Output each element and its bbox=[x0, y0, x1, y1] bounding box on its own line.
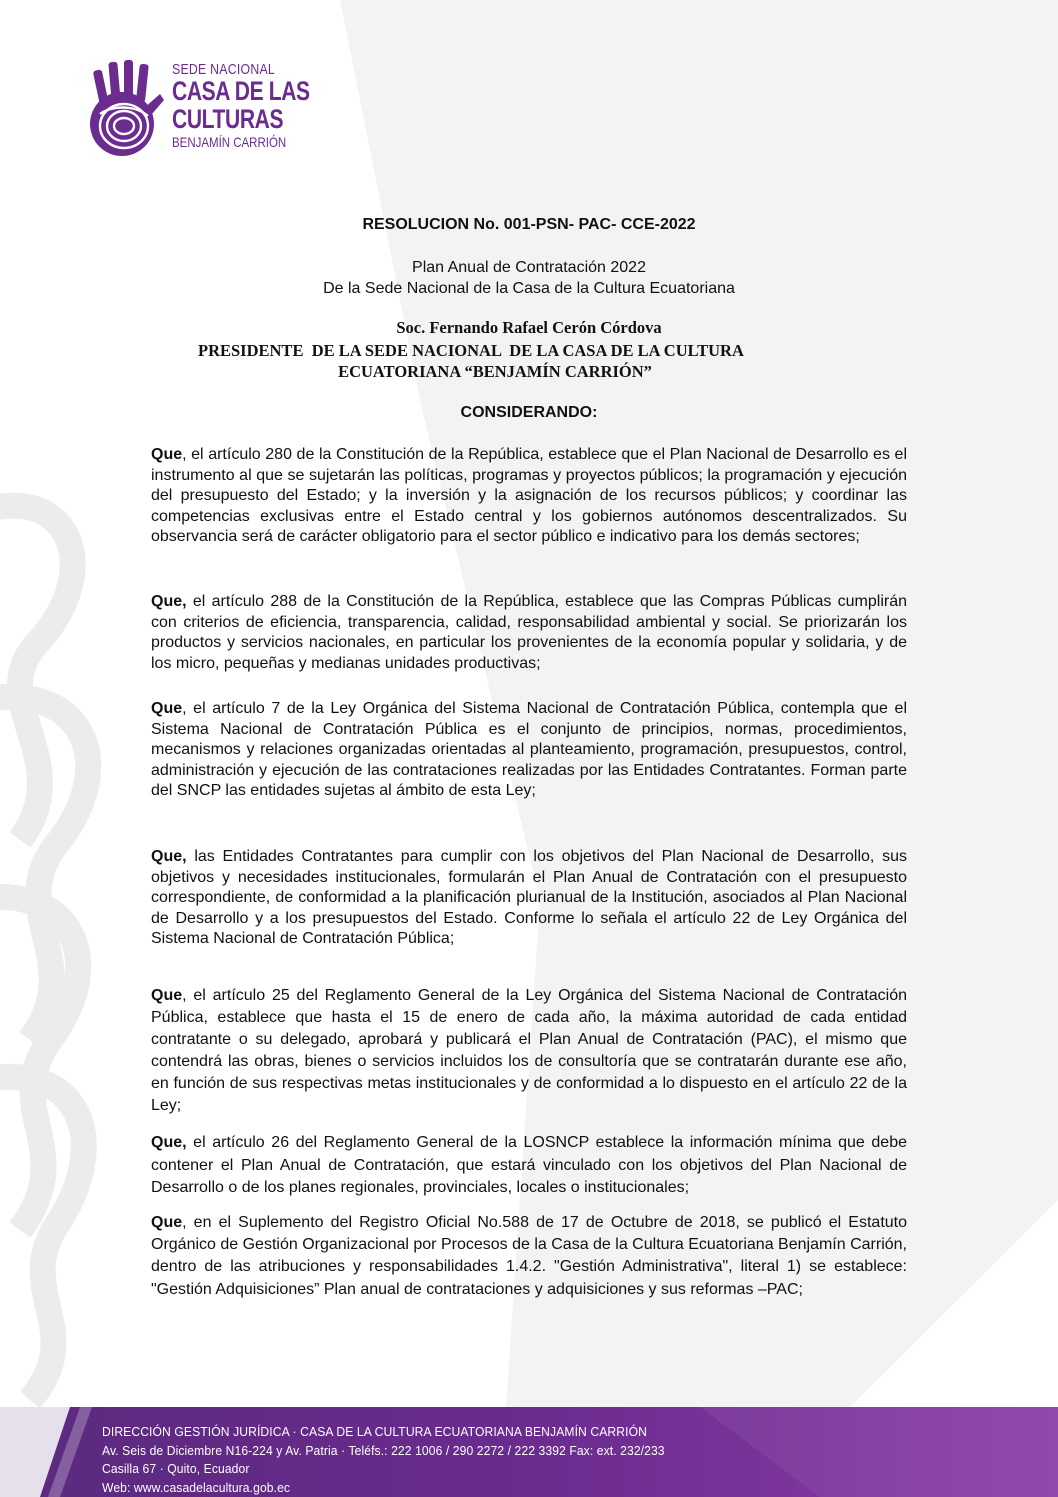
paragraph-text: el artículo 26 del Reglamento General de la LOSNCP establece la información mínima que debe contener el Plan Anual de Contratación, que estará vinculado con los objetivos del Plan Nacional de Desarrollo o de los planes regionales, provinciales, locales o institucionales; bbox=[151, 1134, 907, 1196]
signer-name: Soc. Fernando Rafael Cerón Córdova bbox=[396, 318, 662, 337]
paragraph-lead: Que bbox=[151, 700, 183, 717]
footer-line-2: Av. Seis de Diciembre N16-224 y Av. Patria · Teléfs.: 222 1006 / 290 2272 / 222 3392 Fax: ext. 232/233 bbox=[102, 1442, 665, 1458]
paragraph-lead: Que, bbox=[151, 593, 187, 610]
paragraph-4 bbox=[151, 847, 907, 950]
paragraph-5 bbox=[151, 985, 907, 1117]
paragraph-6 bbox=[151, 1132, 907, 1200]
paragraph-lead: Que bbox=[151, 1214, 183, 1231]
paragraph-lead: Que bbox=[151, 446, 183, 463]
paragraph-text: , el artículo 25 del Reglamento General de la Ley Orgánica del Sistema Nacional de Contratación Pública, establece que hasta el 15 de enero de cada año, la máxima autoridad de cada entidad contratante o su delegado, aprobará y publicará el Plan Anual de Contratación (PAC), el mismo que contendrá las obras, bienes o servicios incluidos los de consultoría que se contratarán durante ese año, en función de sus respectivas metas institucionales y de conformidad a lo dispuesto en el artículo 22 de la Ley; bbox=[151, 987, 907, 1114]
paragraph-text: , en el Suplemento del Registro Oficial No.588 de 17 de Octubre de 2018, se publicó el Estatuto Orgánico de Gestión Organizacional por Procesos de la Casa de la Cultura Ecuatoriana Benjamín Carrión, dentro de las atribuciones y responsabilidades 1.4.2. "Gestión Administrativa", literal 1) se establece: "Gestión Adquisiciones” Plan anual de contrataciones y adquisiciones y sus reformas –PAC; bbox=[151, 1214, 907, 1298]
footer-line-4: Web: www.casadelacultura.gob.ec bbox=[102, 1479, 291, 1495]
logo-line-1: SEDE NACIONAL bbox=[172, 61, 275, 78]
footer-line-1: DIRECCIÓN GESTIÓN JURÍDICA · CASA DE LA CULTURA ECUATORIANA BENJAMÍN CARRIÓN bbox=[102, 1424, 647, 1439]
signer-role-line-1: PRESIDENTE DE LA SEDE NACIONAL DE LA CASA DE LA CULTURA bbox=[198, 341, 744, 360]
paragraph-7 bbox=[151, 1212, 907, 1301]
logo-line-4: BENJAMÍN CARRIÓN bbox=[172, 134, 287, 150]
signer-role-line-2: ECUATORIANA “BENJAMÍN CARRIÓN” bbox=[338, 362, 652, 381]
plan-subtitle: Plan Anual de Contratación 2022 bbox=[412, 259, 646, 276]
logo-line-3: CULTURAS bbox=[172, 104, 284, 134]
paragraph-text: , el artículo 280 de la Constitución de la República, establece que el Plan Nacional de Desarrollo es el instrumento al que se sujetarán las políticas, programas y proyectos públicos; la programación y ejecución del presupuesto del Estado; y la inversión y la asignación de los recursos públicos; y coordinar las competencias exclusivas entre el Estado central y los gobiernos autónomos descentralizados. Su observancia será de carácter obligatorio para el sector público e indicativo para los demás sectores; bbox=[151, 446, 907, 546]
footer-contact bbox=[102, 1423, 714, 1497]
paragraph-1 bbox=[151, 445, 907, 548]
footer-line-3: Casilla 67 · Quito, Ecuador bbox=[102, 1461, 250, 1476]
paragraph-text: el artículo 288 de la Constitución de la República, establece que las Compras Públicas cumplirán con criterios de eficiencia, transparencia, calidad, responsabilidad ambiental y social. Se priorizarán los productos y servicios nacionales, en particular los provenientes de la economía popular y solidaria, y de los micro, pequeñas y medianas unidades productivas; bbox=[151, 593, 907, 672]
paragraph-lead: Que, bbox=[151, 848, 187, 865]
paragraph-lead: Que, bbox=[151, 1134, 187, 1151]
paragraph-3 bbox=[151, 699, 907, 802]
paragraph-text: , el artículo 7 de la Ley Orgánica del Sistema Nacional de Contratación Pública, contempla que el Sistema Nacional de Contratación Pública es el conjunto de principios, normas, procedimientos, mecanismos y relaciones organizadas orientadas al planteamiento, programación, presupuestos, control, administración y ejecución de las contrataciones realizadas por las Entidades Contratantes. Forman parte del SNCP las entidades sujetas al ámbito de esta Ley; bbox=[151, 700, 907, 800]
paragraph-text: las Entidades Contratantes para cumplir con los objetivos del Plan Nacional de Desarrollo, sus objetivos y necesidades institucionales, formularán el Plan Anual de Contratación con el presupuesto correspondiente, de conformidad a la planificación plurianual de la Institución, asociados al Plan Nacional de Desarrollo y a los presupuestos del Estado. Conforme lo señala el artículo 22 de Ley Orgánica del Sistema Nacional de Contratación Pública; bbox=[151, 848, 907, 948]
logo-line-2: CASA DE LAS bbox=[172, 76, 310, 106]
resolution-title: RESOLUCION No. 001-PSN- PAC- CCE-2022 bbox=[362, 216, 696, 233]
section-heading: CONSIDERANDO: bbox=[460, 404, 598, 421]
paragraph-lead: Que bbox=[151, 987, 183, 1004]
institution-subtitle: De la Sede Nacional de la Casa de la Cultura Ecuatoriana bbox=[323, 280, 735, 297]
paragraph-2 bbox=[151, 592, 907, 674]
logo-wordmark bbox=[172, 62, 349, 149]
